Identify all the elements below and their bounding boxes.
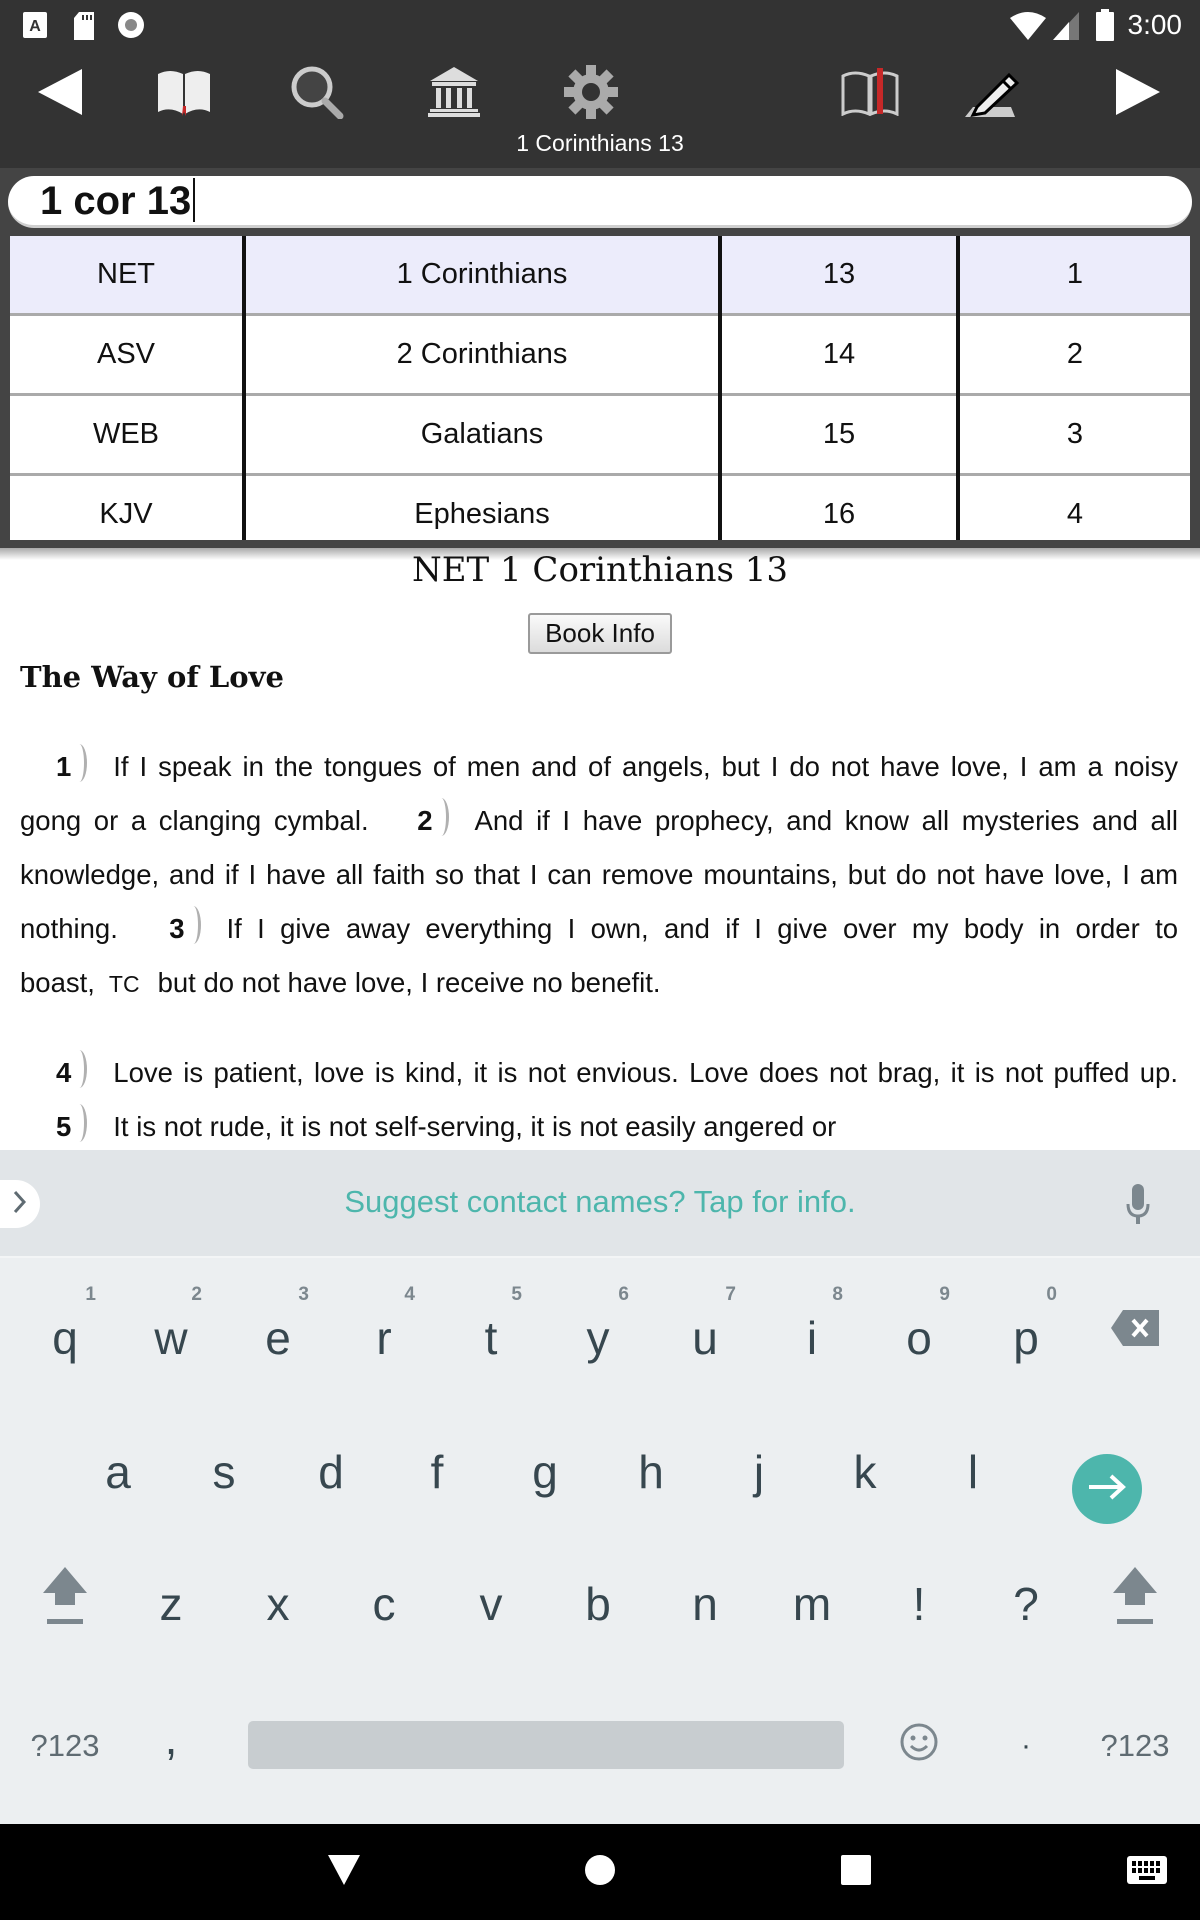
keyboard-switcher-button[interactable] [1117, 1850, 1177, 1894]
option-label: 15 [822, 418, 856, 450]
key-label: v [479, 1578, 503, 1630]
symbols-key-right[interactable] [1082, 1686, 1188, 1806]
gear-icon [564, 65, 618, 124]
option-label: 1 Corinthians [396, 258, 568, 290]
verse-text: Love is patient, love is kind, it is not envious. Love does not brag, it is not puffed up. [113, 1057, 1178, 1088]
key-l[interactable] [920, 1400, 1026, 1520]
record-icon [117, 11, 145, 44]
left-triangle-icon [38, 69, 82, 120]
keyboard-icon [1127, 1856, 1167, 1889]
verse-number[interactable]: 3 [169, 902, 184, 956]
key-label: g [532, 1446, 558, 1498]
search-input-value: 1 cor 13 [40, 179, 192, 223]
toolbar [0, 50, 1200, 168]
magnifier-icon [290, 65, 346, 124]
key-label: k [853, 1446, 877, 1498]
library-button[interactable] [414, 58, 494, 130]
bible-books-button[interactable] [144, 58, 224, 130]
pencil-icon [963, 67, 1021, 122]
key-q[interactable] [12, 1266, 118, 1386]
bookmarks-button[interactable] [830, 58, 910, 130]
key-period[interactable] [973, 1686, 1079, 1806]
keyboard-a-icon [22, 11, 48, 44]
wifi-icon [1010, 12, 1046, 45]
verse-number[interactable]: 1 [56, 740, 71, 794]
chapter-option[interactable] [722, 476, 956, 540]
translation-option[interactable] [10, 236, 242, 316]
key-i[interactable] [759, 1266, 865, 1386]
key-y[interactable] [545, 1266, 651, 1386]
verse-text: If I give away everything I own, and if I give over my body in order to boast, [20, 913, 1179, 998]
key-label: y [586, 1312, 610, 1364]
key-r[interactable] [331, 1266, 437, 1386]
right-triangle-icon [1116, 69, 1160, 120]
key-label: b [585, 1578, 611, 1630]
option-label: 2 Corinthians [396, 338, 568, 370]
section-heading: The Way of Love [20, 660, 284, 694]
option-label: 13 [822, 258, 856, 290]
key-f[interactable] [384, 1400, 490, 1520]
option-label: ASV [96, 338, 156, 370]
key-label: j [753, 1446, 765, 1498]
key-hint: 9 [939, 1284, 950, 1305]
enter-key[interactable] [1072, 1454, 1142, 1524]
key-a[interactable] [65, 1400, 171, 1520]
key-label: i [806, 1312, 818, 1364]
current-reference: 1 Corinthians 13 [516, 130, 684, 156]
book-option[interactable] [246, 236, 718, 316]
verse-number[interactable]: 4 [56, 1046, 71, 1100]
bookmark-book-icon [841, 68, 899, 121]
voice-input-button[interactable] [1126, 1184, 1150, 1229]
key-d[interactable] [278, 1400, 384, 1520]
status-bar [0, 0, 1200, 50]
key-j[interactable] [706, 1400, 812, 1520]
chapter-column[interactable] [722, 236, 956, 540]
emoji-key[interactable] [866, 1686, 972, 1806]
key-z[interactable] [118, 1532, 224, 1652]
status-time: 3:00 [1127, 9, 1182, 40]
key-hint: 6 [618, 1284, 629, 1305]
key-x[interactable] [225, 1532, 331, 1652]
key-label: ?123 [30, 1728, 100, 1763]
shift-icon [1113, 1567, 1157, 1638]
contact-suggestion-prompt[interactable]: Suggest contact names? Tap for info. [344, 1184, 856, 1219]
bible-text-view[interactable] [0, 548, 1200, 1150]
key-hint: 4 [404, 1284, 415, 1305]
key-label: n [692, 1578, 718, 1630]
key-w[interactable] [118, 1266, 224, 1386]
circle-icon [584, 1854, 616, 1891]
verse-text: And if I have prophecy, and know all mysteries and all knowledge, and if I have all faith so that I can remove mountains, but do not have love, I am nothing. [20, 805, 1179, 944]
verse-text: It is not rude, it is not self-serving, it is not easily angered or [113, 1111, 837, 1142]
key-g[interactable] [492, 1400, 598, 1520]
option-label: 4 [1066, 498, 1084, 530]
key-e[interactable] [225, 1266, 331, 1386]
key-comma[interactable] [118, 1678, 224, 1798]
book-info-button[interactable]: Book Info [528, 613, 672, 654]
nav-home-button[interactable] [570, 1850, 630, 1894]
verse-text: If I speak in the tongues of men and of angels, but I do not have love, I am a noisy gong or a clanging cymbal. [20, 751, 1178, 836]
key-label: r [376, 1312, 392, 1364]
verse-option[interactable] [960, 476, 1190, 540]
option-label: 2 [1066, 338, 1084, 370]
key-label: l [967, 1446, 979, 1498]
verse-option[interactable] [960, 396, 1190, 476]
key-label: x [266, 1578, 290, 1630]
chapter-option[interactable] [722, 236, 956, 316]
forward-button[interactable] [1098, 58, 1178, 130]
key-label: z [159, 1578, 183, 1630]
key-hint: 3 [298, 1284, 309, 1305]
option-label: KJV [99, 498, 153, 530]
shift-icon [43, 1567, 87, 1638]
key-label: c [372, 1578, 396, 1630]
paragraph-2 [20, 1046, 1178, 1150]
key-s[interactable] [171, 1400, 277, 1520]
space-bar[interactable] [248, 1721, 844, 1769]
key-label: p [1013, 1312, 1039, 1364]
key-hint: 8 [832, 1284, 843, 1305]
translation-option[interactable] [10, 476, 242, 540]
arrow-right-icon [1087, 1473, 1127, 1506]
key-label: e [265, 1312, 291, 1364]
paragraph-1 [20, 740, 1178, 1011]
verse-text: but do not have love, I receive no benefit. [157, 967, 661, 998]
verse-number[interactable]: 2 [417, 794, 432, 848]
key-hint: 5 [511, 1284, 522, 1305]
square-icon [841, 1855, 871, 1890]
option-label: 3 [1066, 418, 1084, 450]
settings-button[interactable] [551, 58, 631, 130]
key-v[interactable] [438, 1532, 544, 1652]
key-label: w [154, 1312, 188, 1364]
back-button[interactable] [20, 58, 100, 130]
key-label: m [792, 1578, 832, 1630]
option-label: Ephesians [414, 498, 550, 530]
key-u[interactable] [652, 1266, 758, 1386]
keyboard [0, 1256, 1200, 1824]
verse-column[interactable] [960, 236, 1190, 540]
triangle-down-icon [328, 1855, 360, 1890]
notes-button[interactable] [952, 58, 1032, 130]
reference-picker [10, 236, 1190, 540]
svg-text:A: A [29, 18, 41, 35]
key-hint: 0 [1046, 1284, 1057, 1305]
translation-option[interactable] [10, 316, 242, 396]
shift-key-right[interactable] [1082, 1532, 1188, 1652]
book-option[interactable] [246, 396, 718, 476]
key-label: o [906, 1312, 932, 1364]
option-label: Galatians [420, 418, 544, 450]
key-label: h [638, 1446, 664, 1498]
key-label: , [164, 1712, 178, 1764]
museum-icon [428, 67, 480, 122]
text-caret [193, 178, 195, 222]
option-label: 14 [822, 338, 856, 370]
key-label: t [484, 1312, 498, 1364]
chapter-option[interactable] [722, 316, 956, 396]
cell-signal-icon [1053, 12, 1079, 45]
smiley-icon [899, 1719, 939, 1773]
key-h[interactable] [598, 1400, 704, 1520]
verse-number[interactable]: 5 [56, 1100, 71, 1150]
key-label: s [212, 1446, 236, 1498]
key-label: ?123 [1100, 1728, 1170, 1763]
nav-back-button[interactable] [314, 1850, 374, 1894]
key-label: ! [912, 1578, 926, 1630]
key-question[interactable] [973, 1532, 1079, 1652]
option-label: NET [97, 258, 155, 290]
option-label: 1 [1066, 258, 1084, 290]
navigation-panel [0, 168, 1200, 548]
chapter-title: NET 1 Corinthians 13 [411, 550, 789, 590]
book-option[interactable] [246, 316, 718, 396]
key-hint: 7 [725, 1284, 736, 1305]
key-o[interactable] [866, 1266, 972, 1386]
translation-option[interactable] [10, 396, 242, 476]
key-label: d [318, 1446, 344, 1498]
option-label: 16 [822, 498, 856, 530]
key-label: · [1021, 1729, 1031, 1762]
battery-icon [1096, 9, 1114, 46]
key-m[interactable] [759, 1532, 865, 1652]
search-button[interactable] [278, 58, 358, 130]
chapter-option[interactable] [722, 396, 956, 476]
key-hint: 1 [85, 1284, 96, 1305]
shift-key-left[interactable] [12, 1532, 118, 1652]
key-t[interactable] [438, 1266, 544, 1386]
key-b[interactable] [545, 1532, 651, 1652]
microphone-icon [1126, 1211, 1150, 1228]
book-option[interactable] [246, 476, 718, 540]
keyboard-suggestion-strip [0, 1150, 1200, 1256]
verse-option[interactable] [960, 236, 1190, 316]
key-label: q [52, 1312, 78, 1364]
option-label: WEB [92, 418, 160, 450]
backspace-icon [1111, 1303, 1159, 1357]
navigation-bar [0, 1824, 1200, 1920]
sd-card-icon [72, 11, 96, 46]
key-n[interactable] [652, 1532, 758, 1652]
nav-recents-button[interactable] [826, 1850, 886, 1894]
book-column[interactable] [246, 236, 718, 540]
reference-search-input[interactable] [8, 176, 1192, 228]
key-label: f [430, 1446, 444, 1498]
key-label: a [105, 1446, 131, 1498]
key-hint: 2 [191, 1284, 202, 1305]
symbols-key-left[interactable] [12, 1686, 118, 1806]
verse-option[interactable] [960, 316, 1190, 396]
open-book-icon [156, 68, 212, 121]
key-k[interactable] [812, 1400, 918, 1520]
translator-note-link[interactable]: TC [108, 971, 140, 997]
key-exclamation[interactable] [866, 1532, 972, 1652]
key-label: u [692, 1312, 718, 1364]
key-label: ? [1013, 1578, 1039, 1630]
key-p[interactable] [973, 1266, 1079, 1386]
backspace-key[interactable] [1082, 1266, 1188, 1386]
translation-column[interactable] [10, 236, 242, 540]
key-c[interactable] [331, 1532, 437, 1652]
